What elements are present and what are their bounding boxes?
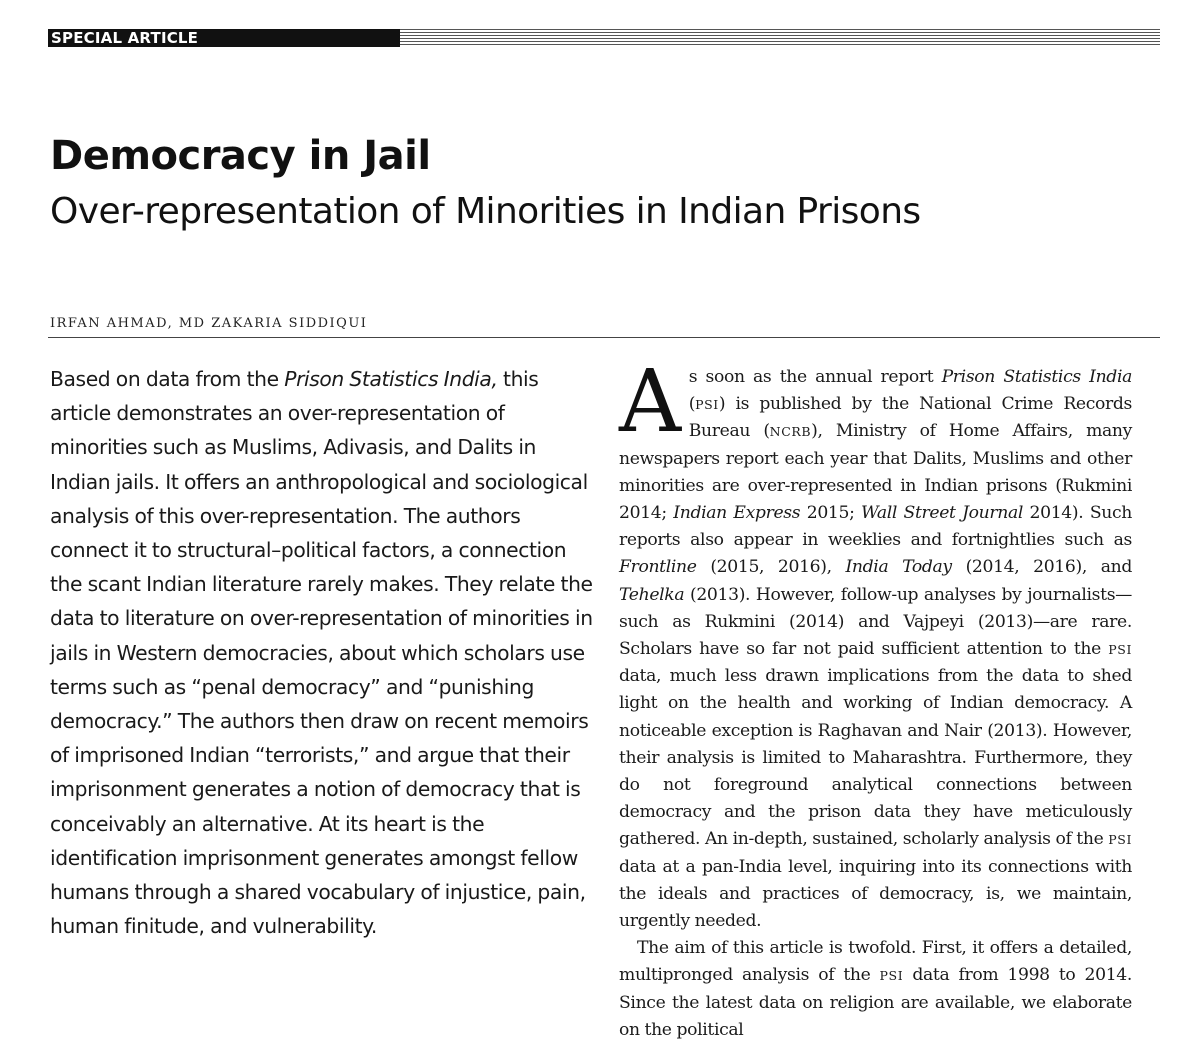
body-text: ), Ministry of Home Affairs, many newspapers report each year that Dalits, Muslims and other minorities are over-represented in Indian prisons (Rukmini 2014; — [619, 421, 1132, 524]
abstract-text: this article demonstrates an over-representation of minorities such as Muslims, Adivasis, and Dalits in Indian jails. It offers an anthropological and sociological analysis of this over-representation. The authors connect it to structural–political factors, a connection the scant Indian literature rarely makes. They relate the data to literature on over-representation of minorities in jails in Western democracies, about which scholars use terms such as “penal democracy” and “punishing democracy.” The authors then draw on recent memoirs of imprisoned Indian “terrorists,” and argue that their imprisonment generates a notion of democracy that is conceivably an alternative. At its heart is the identification imprisonment generates amongst fellow humans through a shared vocabulary of injustice, pain, human finitude, and vulnerability. — [50, 367, 593, 939]
body-text: (2014, 2016), and — [951, 557, 1132, 578]
article-subtitle: Over-representation of Minorities in Indian Prisons — [50, 191, 921, 232]
article-title: Democracy in Jail — [50, 133, 431, 179]
section-label: SPECIAL ARTICLE — [48, 29, 400, 47]
body-italic: Tehelka — [619, 584, 685, 605]
abstract-text: Based on data from the — [50, 367, 285, 391]
body-smallcaps: PSI — [1108, 832, 1132, 848]
abstract — [50, 362, 595, 943]
body-text: ( — [688, 394, 696, 415]
body-smallcaps: PSI — [879, 968, 904, 984]
article-body — [619, 352, 1132, 1044]
body-smallcaps: PSI — [1108, 642, 1132, 658]
body-italic: Frontline — [619, 557, 697, 578]
body-text: ) is published by the National Crime Records Bureau ( — [688, 394, 1132, 442]
body-italic: Wall Street Journal — [861, 503, 1024, 524]
authors-line: IRFAN AHMAD, MD ZAKARIA SIDDIQUI — [50, 316, 368, 331]
body-italic: India Today — [845, 557, 952, 578]
body-smallcaps: PSI — [695, 397, 719, 413]
body-text: 2015; — [800, 503, 862, 524]
body-smallcaps: NCRB — [769, 424, 812, 440]
body-text: data at a pan-India level, inquiring into its connections with the ideals and practices of democracy, is, we maintain, urgently needed. — [619, 856, 1132, 932]
body-text: s soon as the annual report — [688, 367, 942, 387]
drop-cap: A — [619, 352, 681, 452]
body-italic: Prison Statistics India — [941, 367, 1132, 387]
body-text: (2015, 2016), — [696, 557, 846, 578]
body-text: (2013). However, follow-up analyses by journalists—such as Rukmini (2014) and Vajpeyi (2013)—are rare. Scholars have so far not paid sufficient attention to the — [619, 584, 1132, 660]
abstract-italic: Prison Statistics India, — [284, 367, 498, 391]
body-text: data, much less drawn implications from the data to shed light on the health and working of Indian democracy. A noticeable exception is Raghavan and Nair (2013). However, their analysis is limited to Maharashtra. Furthermore, they do not foreground analytical connections between democracy and the prison data they have meticulously gathered. An in-depth, sustained, scholarly analysis of the — [619, 666, 1132, 850]
body-paragraph-1 — [619, 352, 1132, 935]
body-text: data from 1998 to 2014. Since the latest data on religion are available, we elaborate on the political — [619, 965, 1132, 1040]
body-text: 2014). Such reports also appear in weeklies and fortnightlies such as — [619, 503, 1132, 551]
section-rule-lines — [400, 29, 1160, 47]
body-italic: Indian Express — [673, 503, 801, 524]
authors-rule — [48, 337, 1160, 338]
body-text: The aim of this article is twofold. First, it offers a detailed, multipronged analysis of the — [619, 938, 1132, 986]
section-header-bar — [48, 29, 1160, 47]
body-paragraph-2 — [619, 935, 1132, 1044]
